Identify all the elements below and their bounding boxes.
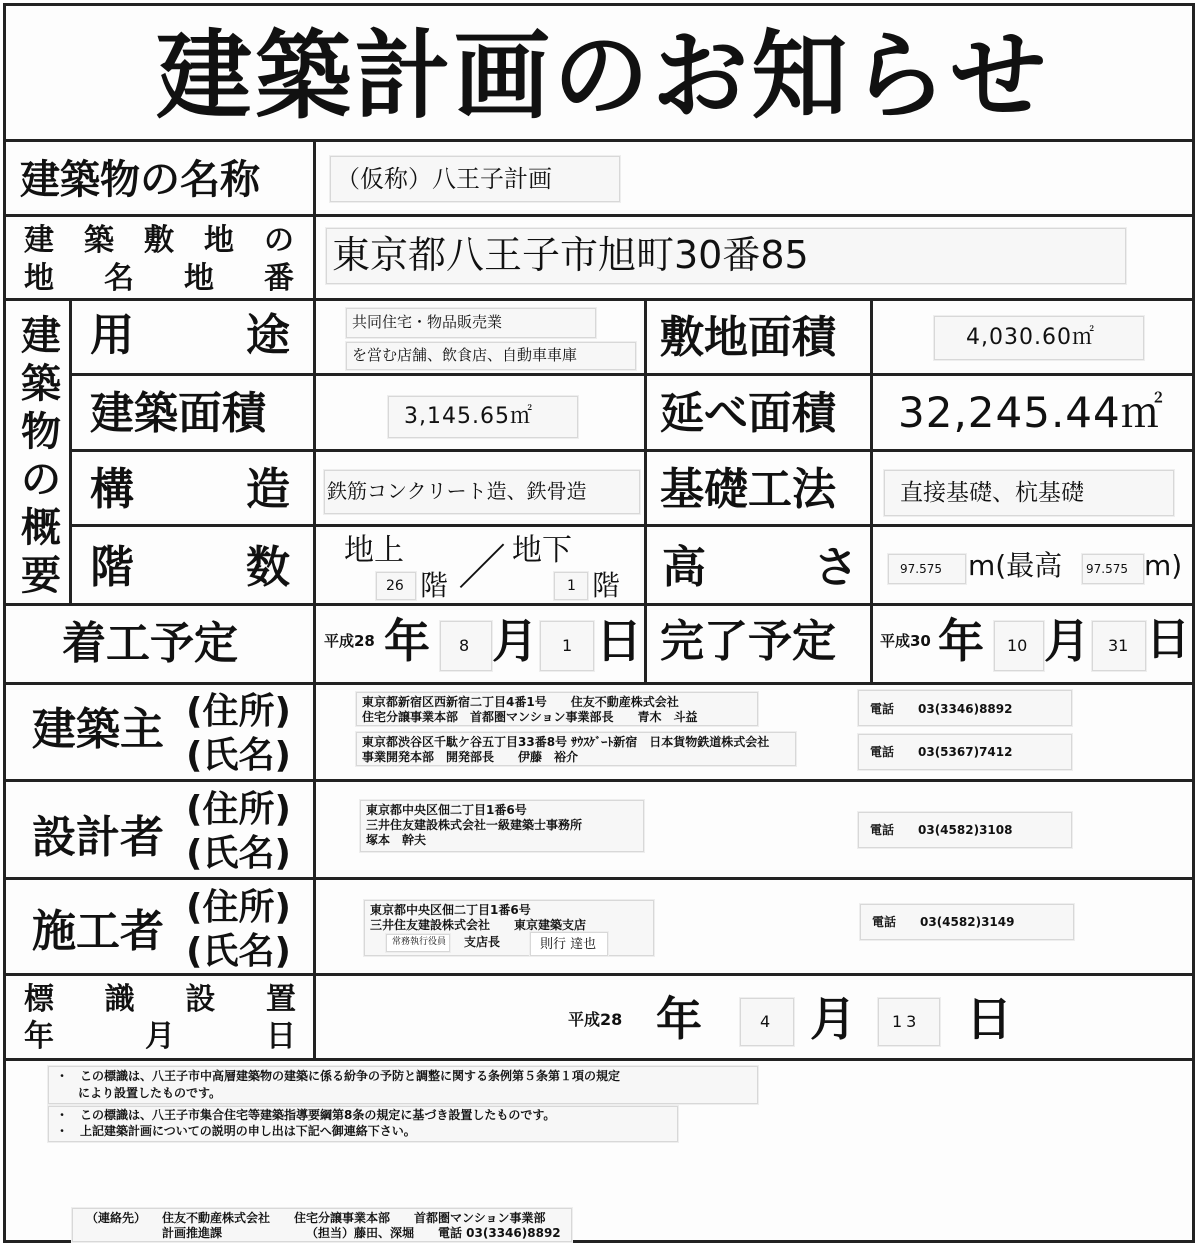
- contractor-person: 則行 達也: [540, 937, 597, 952]
- floors-slash: ／: [458, 540, 507, 596]
- label-char: 用: [90, 310, 134, 361]
- page-title: [156, 20, 1046, 132]
- contact-line1: 住友不動産株式会社 住宅分譲事業本部 首都圏マンション事業部: [162, 1211, 546, 1225]
- posted-year-unit: 年: [656, 992, 702, 1046]
- start-era: 平成28: [324, 632, 375, 650]
- label-char: 階: [90, 542, 134, 593]
- site-area-value: 4,030.60㎡: [966, 325, 1095, 350]
- label-char: 要: [21, 553, 61, 599]
- posted-month: 4: [760, 1012, 771, 1031]
- title-char: 建: [156, 20, 252, 132]
- use-label: [90, 310, 290, 361]
- label-char: 標: [24, 982, 54, 1017]
- owner-tel1: 電話 03(3346)8892: [870, 702, 1013, 716]
- name-value: （仮称）八王子計画: [336, 165, 552, 193]
- label-char: 設: [185, 982, 216, 1017]
- site-label-line2: [24, 261, 294, 296]
- notice-board: [3, 3, 1195, 1243]
- grid-line: [6, 298, 1192, 301]
- structure-label: [90, 464, 290, 515]
- designer-line1: 東京都中央区佃二丁目1番6号: [366, 803, 527, 817]
- site-value: 東京都八王子市旭町30番85: [332, 233, 809, 277]
- label-char: 番: [264, 261, 294, 296]
- label-char: 建: [24, 223, 54, 258]
- grid-line: [870, 298, 873, 682]
- owner-sub2: (氏名): [186, 735, 291, 776]
- grid-line: [6, 1058, 1192, 1061]
- grid-line: [6, 603, 1192, 606]
- floor-area-value: 32,245.44㎡: [898, 388, 1164, 437]
- floors-label: [90, 542, 290, 593]
- title-char: ら: [850, 20, 947, 132]
- label-char: 置: [265, 982, 296, 1017]
- designer-sub2: (氏名): [186, 833, 291, 874]
- label-char: 地: [24, 261, 54, 296]
- contractor-tel: 電話 03(4582)3149: [872, 915, 1015, 929]
- building-area-label: 建築面積: [90, 388, 266, 439]
- grid-line: [6, 682, 1192, 685]
- name-label: 建築物の名称: [20, 157, 260, 203]
- grid-line: [313, 139, 316, 1058]
- designer-line3: 塚本 幹夫: [366, 833, 427, 847]
- grid-line: [69, 524, 1192, 527]
- posted-era: 平成28: [568, 1010, 623, 1029]
- finish-era: 平成30: [880, 632, 931, 650]
- start-day: 1: [562, 636, 573, 655]
- label-char: 築: [21, 361, 61, 407]
- contact-line2a: 計画推進課: [162, 1226, 223, 1240]
- floors-above-label: 地上: [344, 533, 404, 568]
- posted-day-unit: 日: [966, 992, 1012, 1046]
- grid-line: [6, 779, 1192, 782]
- title-char: せ: [950, 20, 1046, 132]
- label-char: 敷: [144, 223, 174, 258]
- label-char: 造: [246, 464, 290, 515]
- label-char: 地: [204, 223, 234, 258]
- finish-month: 10: [1007, 636, 1028, 655]
- finish-label: 完了予定: [660, 616, 836, 667]
- floors-above-value: 26: [386, 578, 404, 594]
- posted-day: 13: [892, 1012, 921, 1031]
- label-char: 途: [246, 310, 290, 361]
- floors-above-unit: 階: [420, 569, 449, 602]
- posted-label-line1: [24, 982, 296, 1017]
- grid-line: [6, 139, 1192, 142]
- label-char: 概: [21, 505, 61, 551]
- grid-line: [6, 877, 1192, 880]
- label-char: の: [21, 457, 61, 503]
- contact-prefix: （連絡先）: [86, 1211, 147, 1225]
- site-label-line1: [24, 223, 294, 258]
- finish-year-unit: 年: [938, 614, 984, 668]
- label-char: 年: [24, 1019, 54, 1054]
- site-area-label: 敷地面積: [660, 312, 836, 363]
- grid-line: [6, 214, 1192, 217]
- label-char: 地: [184, 261, 214, 296]
- grid-line: [644, 298, 647, 682]
- owner-line1: 東京都新宿区西新宿二丁目4番1号 住友不動産株式会社: [362, 695, 679, 709]
- label-char: 日: [266, 1019, 296, 1054]
- height-label: [662, 542, 858, 593]
- owner-line2: 住宅分譲事業本部 首都圏マンション事業部長 青木 斗益: [362, 710, 698, 724]
- designer-tel: 電話 03(4582)3108: [870, 823, 1013, 837]
- note-1b: により設置したものです。: [78, 1086, 222, 1100]
- start-label: 着工予定: [62, 618, 238, 669]
- note-1a: ・ この標識は、八王子市中高層建築物の建築に係る紛争の予防と調整に関する条例第５条第１項の規定: [56, 1069, 621, 1083]
- designer-line2: 三井住友建設株式会社一級建築士事務所: [366, 818, 583, 832]
- designer-sub1: (住所): [186, 789, 291, 830]
- use-value-2: を営む店舗、飲食店、自動車車庫: [352, 346, 578, 364]
- finish-month-unit: 月: [1044, 614, 1090, 668]
- overview-label: [18, 312, 64, 600]
- posted-month-unit: 月: [810, 992, 856, 1046]
- label-char: 物: [21, 409, 61, 455]
- grid-line: [6, 973, 1192, 976]
- label-char: 月: [145, 1019, 175, 1054]
- start-year-unit: 年: [384, 614, 430, 668]
- floor-area-label: 延べ面積: [660, 388, 836, 439]
- label-char: 構: [90, 464, 134, 515]
- building-area-value: 3,145.65㎡: [404, 404, 533, 429]
- start-month: 8: [459, 636, 470, 655]
- label-char: の: [264, 223, 294, 258]
- posted-label-line2: [24, 1019, 296, 1054]
- structure-value: 鉄筋コンクリート造、鉄骨造: [327, 479, 587, 503]
- height-max-value: 97.575: [1086, 562, 1128, 576]
- label-char: 建: [21, 313, 61, 359]
- contact-line2b: （担当）藤田、深堀 電話 03(3346)8892: [306, 1226, 561, 1240]
- contractor-sub1: (住所): [186, 887, 291, 928]
- start-day-unit: 日: [596, 614, 642, 668]
- label-char: さ: [814, 542, 858, 593]
- finish-day: 31: [1108, 636, 1129, 655]
- start-month-unit: 月: [492, 614, 538, 668]
- owner-line4: 事業開発本部 開発部長 伊藤 裕介: [362, 750, 579, 764]
- label-char: 高: [662, 542, 706, 593]
- grid-line: [69, 373, 1192, 376]
- contractor-sub2: (氏名): [186, 931, 291, 972]
- grid-line: [69, 298, 72, 603]
- owner-sub1: (住所): [186, 691, 291, 732]
- foundation-value: 直接基礎、杭基礎: [900, 480, 1084, 506]
- owner-label: 建築主: [32, 704, 164, 755]
- label-char: 数: [246, 542, 290, 593]
- contractor-line1: 東京都中央区佃二丁目1番6号: [370, 903, 531, 917]
- title-char: 画: [453, 20, 550, 132]
- contractor-line3: 支店長: [464, 935, 501, 949]
- grid-line: [69, 449, 1192, 452]
- contractor-label: 施工者: [32, 906, 164, 957]
- height-unit: m(最高: [968, 549, 1063, 582]
- foundation-label: 基礎工法: [660, 464, 836, 515]
- designer-label: 設計者: [32, 812, 164, 863]
- owner-tel2: 電話 03(5367)7412: [870, 745, 1013, 759]
- contractor-line2: 三井住友建設株式会社 東京建築支店: [370, 918, 587, 932]
- floors-below-label: 地下: [512, 533, 572, 568]
- label-char: 名: [104, 261, 134, 296]
- finish-day-unit: 日: [1146, 614, 1190, 665]
- height-close: m): [1144, 549, 1183, 582]
- title-char: 知: [751, 20, 848, 132]
- title-char: 築: [255, 20, 352, 132]
- note-3: ・ 上記建築計画についての説明の申し出は下記へ御連絡下さい。: [56, 1124, 416, 1138]
- floors-below-unit: 階: [592, 569, 621, 602]
- title-char: 計: [354, 20, 451, 132]
- label-char: 識: [104, 982, 135, 1017]
- height-value: 97.575: [900, 562, 942, 576]
- owner-line3: 東京都渋谷区千駄ケ谷五丁目33番8号 ｻｳｽｹﾞｰﾄ新宿 日本貨物鉄道株式会社: [362, 735, 770, 749]
- title-char: お: [652, 20, 749, 132]
- use-value-1: 共同住宅・物品販売業: [352, 313, 503, 331]
- floors-below-value: 1: [567, 578, 576, 594]
- note-2: ・ この標識は、八王子市集合住宅等建築指導要綱第8条の規定に基づき設置したものです。: [56, 1108, 556, 1122]
- contractor-role: 常務執行役員: [392, 937, 447, 947]
- title-char: の: [553, 20, 649, 132]
- label-char: 築: [84, 223, 114, 258]
